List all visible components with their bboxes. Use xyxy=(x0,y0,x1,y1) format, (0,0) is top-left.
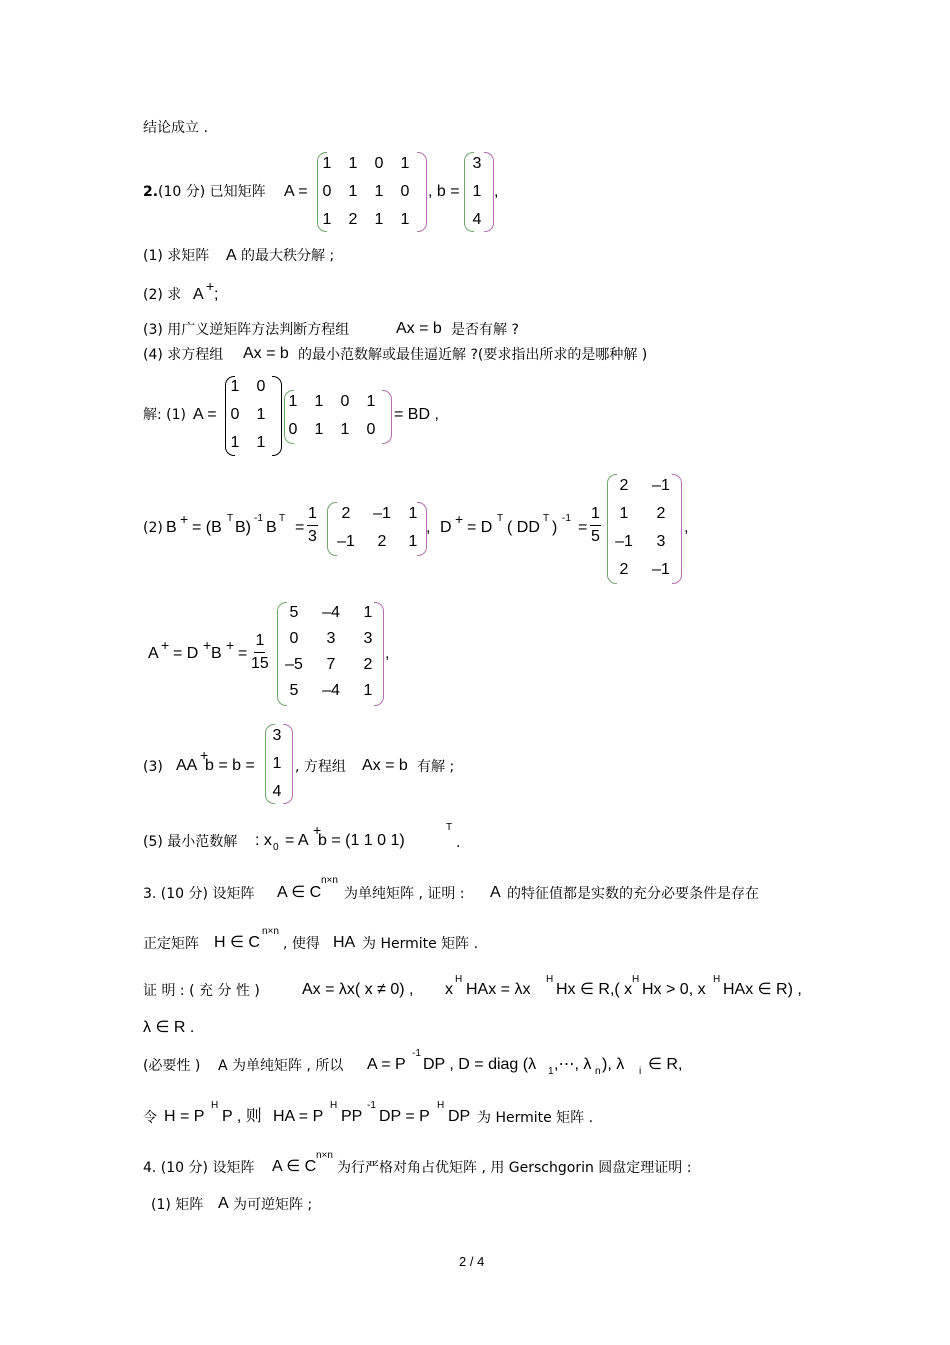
problem-3-line2-text: , 使得 xyxy=(283,936,320,952)
question-1-math: A xyxy=(226,247,237,264)
question-2-end: ; xyxy=(214,286,219,303)
vector-b: 3 1 4 xyxy=(472,155,482,228)
plus-superscript: + xyxy=(180,511,189,527)
nxn-superscript: n×n xyxy=(262,926,279,937)
period: . xyxy=(456,834,461,851)
question-4-label: (4) 求方程组 xyxy=(143,347,224,363)
plus-superscript: + xyxy=(200,747,209,763)
math-text: ∈ R, xyxy=(648,1056,683,1073)
math-a: A xyxy=(218,1195,229,1212)
math-text: DP xyxy=(448,1108,471,1125)
min-norm-solution: b = (1 1 0 1) xyxy=(318,832,405,849)
question-3-math: Ax = b xyxy=(396,320,442,337)
proof-necessity-label: (必要性 ) xyxy=(143,1058,201,1074)
transpose-superscript: T xyxy=(446,822,453,833)
comma: , xyxy=(426,519,431,536)
plus-superscript: + xyxy=(203,637,212,653)
math-a-in-c: A ∈ C xyxy=(272,1158,317,1175)
math-text: ), λ xyxy=(602,1056,625,1073)
zero-subscript: 0 xyxy=(273,842,279,853)
problem-4-part-1-text: 为可逆矩阵 ; xyxy=(233,1197,313,1213)
fraction-one-fifth: $\frac{1}{5}$ xyxy=(591,505,600,545)
math-ha: HA xyxy=(333,934,356,951)
math-h-in-c: H ∈ C xyxy=(214,934,260,951)
vector-b-right-bracket xyxy=(484,152,494,232)
equals: = xyxy=(578,519,588,536)
solution-2-label: (2) xyxy=(143,520,163,536)
hermitian-superscript: H xyxy=(437,1100,445,1111)
math-text: ( DD xyxy=(507,519,540,536)
math-ax-b: Ax = b xyxy=(362,757,408,774)
math-a: A xyxy=(490,884,501,901)
nxn-superscript: n×n xyxy=(316,1150,333,1161)
solution-3-label: (3) xyxy=(143,759,163,775)
question-1-text: 的最大秩分解 ; xyxy=(241,248,335,264)
subscript: 1 xyxy=(548,1066,554,1077)
solution-3-text: , 方程组 xyxy=(295,759,346,775)
proof-necessity-text: A 为单纯矩阵 , 所以 xyxy=(218,1058,344,1074)
math-a: A xyxy=(148,645,159,662)
proof-sufficiency-label: 证 明 : ( 充 分 性 ) xyxy=(143,983,260,999)
math-text: Hx ∈ R,( x xyxy=(556,981,633,998)
matrix-a-row: 1 1 0 1 xyxy=(322,155,410,172)
inverse-superscript: -1 xyxy=(254,513,263,524)
problem-3-text-end: 的特征值都是实数的充分必要条件是存在 xyxy=(507,886,759,902)
plus-superscript: + xyxy=(313,822,322,838)
matrix-b: 1 0 0 1 1 1 xyxy=(230,378,266,451)
problem-4-part-1: (1) 矩阵 xyxy=(151,1197,204,1213)
math-a-in-c: A ∈ C xyxy=(277,884,322,901)
matrix-d: 1 1 0 1 0 1 1 0 xyxy=(288,393,376,438)
math-b: B xyxy=(166,519,177,536)
question-2-math: A xyxy=(193,286,204,303)
question-2-plus: + xyxy=(206,278,215,294)
math-text: = (B xyxy=(192,519,222,536)
problem-4-heading: 4. (10 分) 设矩阵 xyxy=(143,1160,255,1176)
hermitian-superscript: H xyxy=(546,974,554,985)
page-number: 2 / 4 xyxy=(459,1254,485,1269)
question-2-label: (2) 求 xyxy=(143,287,182,303)
math-b: B xyxy=(266,519,277,536)
math-text: ) xyxy=(552,519,558,536)
math-text: b = b = xyxy=(205,757,255,774)
solution-5-label: (5) 最小范数解 xyxy=(143,834,238,850)
math-text: PP xyxy=(341,1108,363,1125)
math-eigen: Ax = λx( x ≠ 0) , xyxy=(302,981,414,998)
equals: = xyxy=(295,519,305,536)
matrix-d-plus: 2 –1 1 2 –1 3 2 –1 xyxy=(615,477,670,578)
hermitian-superscript: H xyxy=(330,1100,338,1111)
math-x: : x xyxy=(255,832,272,849)
math-text: DP = P xyxy=(379,1108,430,1125)
matrix-dplus-right-bracket xyxy=(672,474,682,584)
problem-3-heading: 3. (10 分) 设矩阵 xyxy=(143,886,255,902)
matrix-d-right-bracket xyxy=(382,390,392,444)
hermitian-superscript: H xyxy=(455,974,463,985)
matrix-a-row: 0 1 1 0 xyxy=(322,183,410,200)
math-text: P , 则 xyxy=(222,1108,262,1125)
problem-3-line2-end: 为 Hermite 矩阵 . xyxy=(362,936,479,952)
hermitian-superscript: H xyxy=(713,974,721,985)
math-text: = A xyxy=(285,832,309,849)
math-b: B xyxy=(211,645,222,662)
vector-b2-right-bracket xyxy=(283,724,293,804)
matrix-b-plus: 2 –1 1 –1 2 1 xyxy=(337,505,418,550)
comma: , xyxy=(385,645,390,662)
proof-let-label: 令 xyxy=(143,1110,157,1126)
inverse-superscript: -1 xyxy=(367,1100,376,1111)
question-4-math: Ax = b xyxy=(243,345,289,362)
solution-1-a: A = xyxy=(193,406,217,423)
fraction-one-fifteenth: $\frac{1}{15}$ xyxy=(251,632,269,672)
solution-1-label: 解: (1) xyxy=(143,407,186,423)
proof-let-end: 为 Hermite 矩阵 . xyxy=(477,1110,594,1126)
question-4-text: 的最小范数解或最佳逼近解 ?(要求指出所求的是哪种解 ) xyxy=(298,347,648,363)
math-text: H = P xyxy=(164,1108,205,1125)
proof-lambda-real: λ ∈ R . xyxy=(143,1019,195,1036)
matrix-a-plus: 5 –4 1 0 3 3 –5 7 2 5 –4 1 xyxy=(285,604,373,699)
matrix-a-row: 1 2 1 1 xyxy=(322,211,410,228)
solution-3-text-end: 有解 ; xyxy=(417,759,455,775)
text-conclusion: 结论成立 . xyxy=(143,120,208,136)
comma: , xyxy=(494,183,499,200)
equals: = xyxy=(238,645,248,662)
question-1-label: (1) 求矩阵 xyxy=(143,248,210,264)
math-d: D xyxy=(440,519,452,536)
subscript: n xyxy=(595,1066,601,1077)
question-3-text: 是否有解 ? xyxy=(451,322,519,338)
transpose-superscript: T xyxy=(497,513,504,524)
matrix-a xyxy=(314,150,418,234)
vector-b-repeat: 3 1 4 xyxy=(272,727,282,800)
math-text: Hx > 0, x xyxy=(642,981,706,998)
math-aa: AA xyxy=(176,757,198,774)
solution-1-end: = BD , xyxy=(394,406,439,423)
problem-4-text: 为行严格对角占优矩阵 , 用 Gerschgorin 圆盘定理证明 : xyxy=(337,1160,692,1176)
question-3-label: (3) 用广义逆矩阵方法判断方程组 xyxy=(143,322,350,338)
problem-3-line2: 正定矩阵 xyxy=(143,936,199,952)
transpose-superscript: T xyxy=(543,513,550,524)
matrix-a-right-bracket xyxy=(417,152,427,232)
math-text: HAx ∈ R) , xyxy=(723,981,802,998)
matrix-aplus-right-bracket xyxy=(374,602,384,706)
problem-2-heading: (10 分) 已知矩阵 xyxy=(158,184,266,200)
math-text: B) xyxy=(235,519,251,536)
plus-superscript: + xyxy=(455,511,464,527)
plus-superscript: + xyxy=(226,637,235,653)
math-text: = D xyxy=(467,519,493,536)
transpose-superscript: T xyxy=(279,513,286,524)
comma: , xyxy=(684,519,689,536)
nxn-superscript: n×n xyxy=(321,875,338,886)
matrix-a-label: A = xyxy=(284,183,308,200)
math-text: HAx = λx xyxy=(466,981,531,998)
inverse-superscript: -1 xyxy=(562,513,571,524)
fraction-one-third: $\frac{1}{3}$ xyxy=(308,505,317,545)
math-x: x xyxy=(445,981,453,998)
plus-superscript: + xyxy=(161,637,170,653)
subscript: i xyxy=(639,1066,642,1077)
vector-b-label: , b = xyxy=(428,183,460,200)
math-text: A = P xyxy=(367,1056,406,1073)
math-text: DP , D = diag (λ xyxy=(423,1056,537,1073)
problem-2-number: 2. xyxy=(143,184,159,200)
math-text: = D xyxy=(173,645,199,662)
math-text: ,⋯, λ xyxy=(554,1056,592,1073)
hermitian-superscript: H xyxy=(632,974,640,985)
problem-3-text: 为单纯矩阵 , 证明 : xyxy=(344,886,465,902)
hermitian-superscript: H xyxy=(211,1100,219,1111)
transpose-superscript: T xyxy=(227,513,234,524)
inverse-superscript: -1 xyxy=(412,1048,421,1059)
math-text: HA = P xyxy=(273,1108,324,1125)
